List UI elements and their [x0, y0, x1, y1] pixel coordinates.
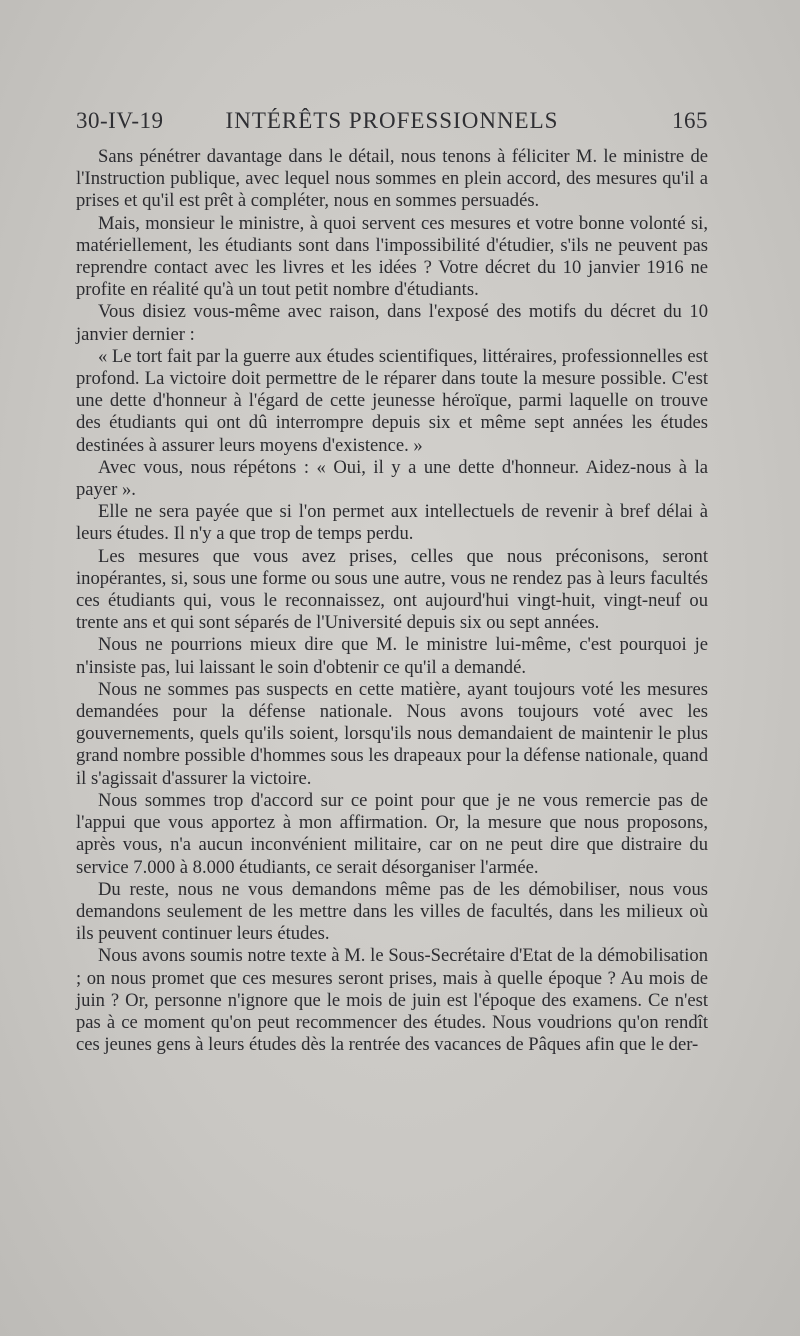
paragraph: Les mesures que vous avez prises, celles que nous préconisons, seront inopérantes, si, sous une forme ou sous une autre, vous ne rendez pas à leurs facultés ces étudiants qui, vous le reconnaissez, ont aujourd'hui vingt-huit, vingt-neuf ou trente ans et qui sont séparés de l'Université depuis six ou sept années.: [76, 545, 708, 634]
paragraph: Elle ne sera payée que si l'on permet aux intellectuels de revenir à bref délai à leurs études. Il n'y a que trop de temps perdu.: [76, 501, 708, 545]
document-body: [76, 146, 708, 1056]
running-header: [76, 108, 708, 142]
page-number: 165: [672, 108, 708, 133]
header-title: INTÉRÊTS PROFESSIONNELS: [225, 108, 559, 133]
header-date: 30-IV-19: [76, 108, 164, 133]
quote-paragraph: « Le tort fait par la guerre aux études scientifiques, littéraires, professionnelles est profond. La victoire doit permettre de le réparer dans toute la mesure possible. C'est une dette d'honneur à l'égard de cette jeunesse héroïque, parmi laquelle on trouve des étudiants qui ont dû interrompre depuis six et même sept années les études destinées à assurer leurs moyens d'existence. »: [76, 345, 708, 456]
paragraph: Nous avons soumis notre texte à M. le Sous-Secrétaire d'Etat de la démobilisation ; on nous promet que ces mesures seront prises, mais à quelle époque ? Au mois de juin ? Or, personne n'ignore que le mois de juin est l'époque des examens. Ce n'est pas à ce moment qu'on peut recommencer des études. Nous voudrions qu'on rendît ces jeunes gens à leurs études dès la rentrée des vacances de Pâques afin que le der-: [76, 945, 708, 1056]
paragraph: Mais, monsieur le ministre, à quoi servent ces mesures et votre bonne volonté si, matériellement, les étudiants sont dans l'impossibilité d'étudier, s'ils ne peuvent pas reprendre contact avec les livres et les idées ? Votre décret du 10 janvier 1916 ne profite en réalité qu'à un tout petit nombre d'étudiants.: [76, 212, 708, 301]
paragraph: Nous sommes trop d'accord sur ce point pour que je ne vous remercie pas de l'appui que vous apportez à mon affirmation. Or, la mesure que nous proposons, après vous, n'a aucun inconvénient militaire, car on ne peut dire que distraire du service 7.000 à 8.000 étudiants, ce serait désorganiser l'armée.: [76, 789, 708, 878]
paragraph: Sans pénétrer davantage dans le détail, nous tenons à féliciter M. le ministre de l'Instruction publique, avec lequel nous sommes en plein accord, des mesures qu'il a prises et qu'il est prêt à compléter, nous en sommes persuadés.: [76, 146, 708, 212]
paragraph: Du reste, nous ne vous demandons même pas de les démobiliser, nous vous demandons seulement de les mettre dans les villes de facultés, dans les milieux où ils peuvent continuer leurs études.: [76, 878, 708, 945]
paragraph: Avec vous, nous répétons : « Oui, il y a une dette d'honneur. Aidez-nous à la payer ».: [76, 456, 708, 501]
paragraph: Vous disiez vous-même avec raison, dans l'exposé des motifs du décret du 10 janvier dernier :: [76, 301, 708, 345]
paragraph: Nous ne sommes pas suspects en cette matière, ayant toujours voté les mesures demandées pour la défense nationale. Nous avons toujours voté avec les gouvernements, quels qu'ils soient, lorsqu'ils nous demandaient de maintenir le plus grand nombre possible d'hommes sous les drapeaux pour la défense nationale, quand il s'agissait d'assurer la victoire.: [76, 678, 708, 789]
paragraph: Nous ne pourrions mieux dire que M. le ministre lui-même, c'est pourquoi je n'insiste pas, lui laissant le soin d'obtenir ce qu'il a demandé.: [76, 634, 708, 678]
